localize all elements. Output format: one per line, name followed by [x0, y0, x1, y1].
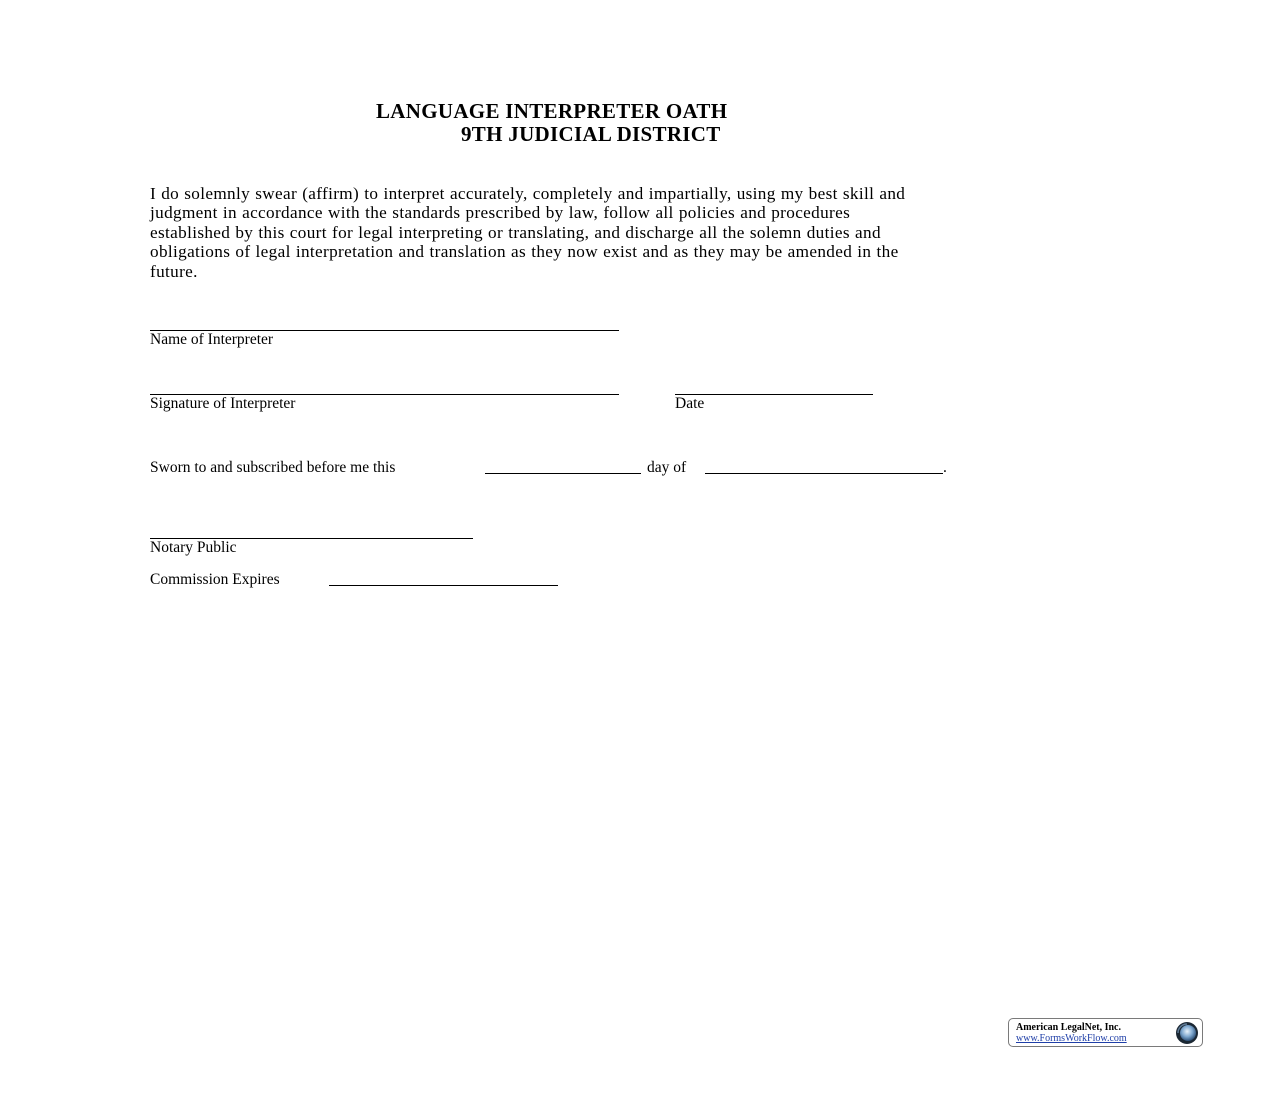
sworn-statement-prefix: Sworn to and subscribed before me this [150, 459, 396, 476]
date-label: Date [675, 395, 705, 412]
sworn-month-line[interactable] [705, 473, 943, 474]
oath-line: future. [150, 261, 198, 281]
name-of-interpreter-label: Name of Interpreter [150, 331, 274, 348]
oath-line: judgment in accordance with the standards prescribed by law, follow all policies and procedures [150, 203, 851, 223]
notary-public-label: Notary Public [150, 539, 237, 556]
oath-paragraph [150, 184, 1110, 281]
oath-line: obligations of legal interpretation and translation as they now exist and as they may be amended in the [150, 242, 899, 262]
signature-of-interpreter-label: Signature of Interpreter [150, 395, 296, 412]
logo-company-name: American LegalNet, Inc. [1016, 1022, 1121, 1033]
sworn-day-line[interactable] [485, 473, 641, 474]
oath-line: established by this court for legal interpreting or translating, and discharge all the solemn duties and [150, 222, 881, 242]
commission-expires-label: Commission Expires [150, 571, 280, 588]
commission-expires-line[interactable] [329, 585, 558, 586]
date-line[interactable] [675, 394, 873, 395]
logo-url-link[interactable]: www.FormsWorkFlow.com [1016, 1033, 1127, 1044]
globe-icon [1175, 1021, 1199, 1045]
sworn-statement-suffix: . [943, 459, 947, 476]
document-subtitle: 9TH JUDICIAL DISTRICT [461, 122, 721, 146]
oath-line: I do solemnly swear (affirm) to interpret accurately, completely and impartially, using my best skill and [150, 184, 906, 203]
sworn-statement-middle: day of [647, 459, 687, 476]
american-legalnet-logo [1008, 1018, 1203, 1047]
document-title: LANGUAGE INTERPRETER OATH [376, 99, 728, 123]
